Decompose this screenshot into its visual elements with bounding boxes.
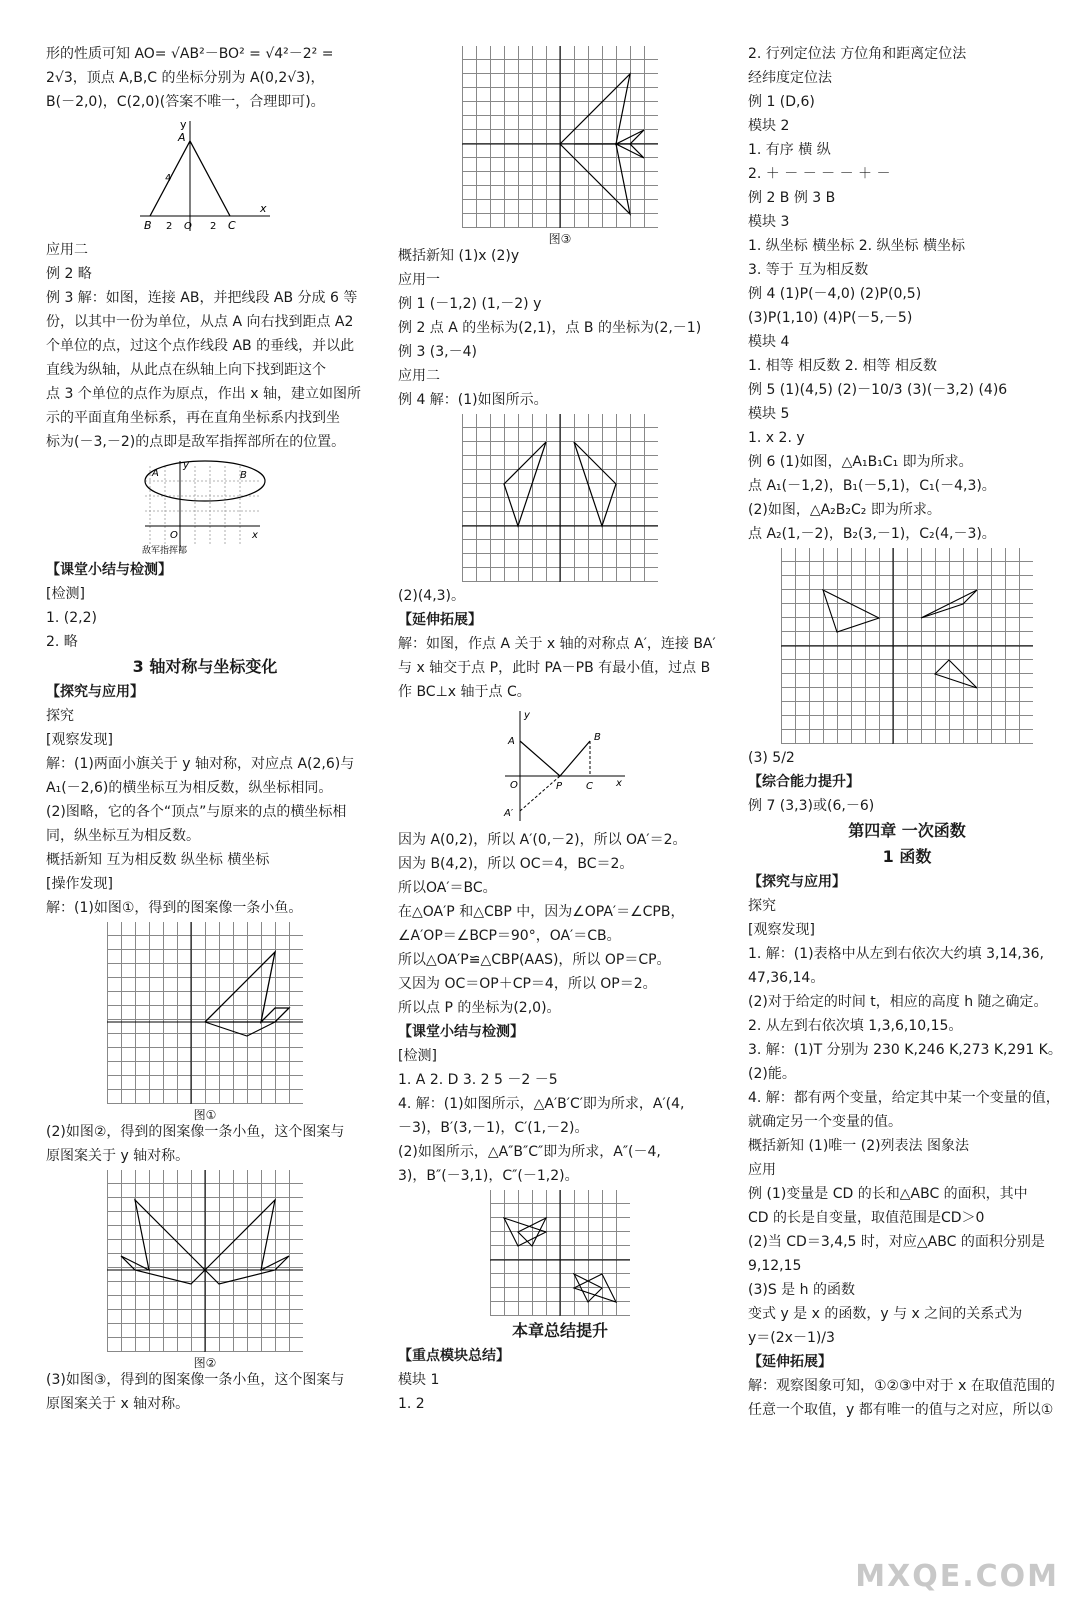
- map-figure: [140, 456, 270, 556]
- origin-label: O: [510, 780, 518, 791]
- text-line: (3)S 是 h 的函数: [748, 1282, 855, 1298]
- text-line: 形的性质可知 AO= √AB²－BO² = √4²－2² =: [46, 46, 334, 62]
- text-line: 作 BC⊥x 轴于点 C。: [398, 684, 531, 700]
- text-line: A₁(－2,6)的横坐标互为相反数，纵坐标相同。: [46, 780, 333, 796]
- section-title: 本章总结提升: [511, 1321, 608, 1340]
- text-line: 点 A₂(1,－2)，B₂(3,－1)，C₂(4,－3)。: [748, 526, 996, 542]
- text-line: 例 5 (1)(4,5) (2)－10/3 (3)(－3,2) (4)6: [748, 382, 1008, 398]
- origin-label: O: [184, 221, 192, 232]
- text-line: [检测]: [46, 586, 85, 602]
- text-line: 应用二: [46, 242, 88, 258]
- axis-label: x: [260, 202, 267, 215]
- section-heading: 【探究与应用】: [46, 684, 144, 700]
- text-line: (2)对于给定的时间 t，相应的高度 h 随之确定。: [748, 994, 1048, 1010]
- text-line: 应用二: [398, 368, 440, 384]
- text-line: (2)(4,3)。: [398, 588, 466, 604]
- section-heading: 【综合能力提升】: [748, 774, 860, 790]
- text-line: 示的平面直角坐标系，再在直角坐标系内找到坐: [46, 410, 340, 426]
- point-label: A: [152, 468, 159, 479]
- text-line: (3)P(1,10) (4)P(－5,－5): [748, 310, 913, 326]
- column-right: [748, 44, 1066, 1424]
- column-middle: [398, 44, 722, 1418]
- text-line: (2)能。: [748, 1066, 796, 1082]
- text-line: 所以点 P 的坐标为(2,0)。: [398, 1000, 561, 1016]
- text-line: 1. 2: [398, 1396, 425, 1412]
- section-heading: 【延伸拓展】: [398, 612, 482, 628]
- text-line: 2. 从左到右依次填 1,3,6,10,15。: [748, 1018, 963, 1034]
- text-line: 因为 B(4,2)，所以 OC＝4，BC＝2。: [398, 856, 634, 872]
- watermark: MXQE.COM: [855, 1559, 1059, 1594]
- text-line: 例 2 点 A 的坐标为(2,1)，点 B 的坐标为(2,－1): [398, 320, 702, 336]
- text-line: 就确定另一个变量的值。: [748, 1114, 902, 1130]
- text-line: 例 (1)变量是 CD 的长和△ABC 的面积，其中: [748, 1186, 1028, 1202]
- origin-label: O: [170, 530, 178, 541]
- text-line: 例 7 (3,3)或(6,－6): [748, 798, 875, 814]
- text-line: 2√3，顶点 A,B,C 的坐标分别为 A(0,2√3)，: [46, 70, 325, 86]
- text-line: 4. 解：都有两个变量，给定其中某一个变量的值，: [748, 1090, 1060, 1106]
- text-line: 例 3 (3,－4): [398, 344, 477, 360]
- text-line: [观察发现]: [46, 732, 113, 748]
- text-line: 例 6 (1)如图，△A₁B₁C₁ 即为所求。: [748, 454, 973, 470]
- text-line: 点 A₁(－1,2)，B₁(－5,1)，C₁(－4,3)。: [748, 478, 996, 494]
- text-line: 解：(1)如图①，得到的图案像一条小鱼。: [46, 900, 303, 916]
- text-line: 模块 5: [748, 406, 790, 422]
- point-label: A′: [504, 808, 514, 819]
- axis-label: y: [524, 710, 530, 721]
- text-line: (3) 5/2: [748, 750, 795, 766]
- text-line: 1. (2,2): [46, 610, 97, 626]
- text-line: [检测]: [398, 1048, 437, 1064]
- text-line: 同，纵坐标互为相反数。: [46, 828, 200, 844]
- text-line: (2)当 CD＝3,4,5 时，对应△ABC 的面积分别是: [748, 1234, 1045, 1250]
- text-line: 原图案关于 x 轴对称。: [46, 1396, 190, 1412]
- text-line: 模块 4: [748, 334, 790, 350]
- text-line: 概括新知 (1)x (2)y: [398, 248, 520, 264]
- text-line: CD 的长是自变量，取值范围是CD＞0: [748, 1210, 985, 1226]
- point-label: P: [556, 781, 563, 792]
- text-line: 例 2 略: [46, 266, 92, 282]
- figure-2-grid: [107, 1170, 303, 1352]
- text-line: 例 2 B 例 3 B: [748, 190, 836, 206]
- text-line: 4. 解：(1)如图所示，△A′B′C′即为所求，A′(4,: [398, 1096, 685, 1112]
- text-line: 所以△OA′P≌△CBP(AAS)，所以 OP＝CP。: [398, 952, 671, 968]
- text-line: 又因为 OC＝OP＋CP＝4，所以 OP＝2。: [398, 976, 657, 992]
- figure-3-grid: [462, 46, 658, 228]
- length-label: 2: [210, 221, 217, 232]
- text-line: 2. 行列定位法 方位角和距离定位法: [748, 46, 967, 62]
- text-line: 例 4 (1)P(－4,0) (2)P(0,5): [748, 286, 922, 302]
- text-line: 个单位的点，过这个点作线段 AB 的垂线，并以此: [46, 338, 355, 354]
- text-line: 所以OA′＝BC。: [398, 880, 497, 896]
- text-line: 2. ＋ － － － － ＋ －: [748, 166, 891, 182]
- text-line: 1. 纵坐标 横坐标 2. 纵坐标 横坐标: [748, 238, 965, 254]
- text-line: 3)，B″(－3,1)，C″(－1,2)。: [398, 1168, 579, 1184]
- triangle-figure: [130, 116, 280, 236]
- text-line: y＝(2x－1)/3: [748, 1330, 835, 1346]
- text-line: 应用一: [398, 272, 440, 288]
- section-heading: 【课堂小结与检测】: [46, 562, 172, 578]
- text-line: 任意一个取值，y 都有唯一的值与之对应，所以①: [748, 1402, 1054, 1418]
- text-line: 模块 3: [748, 214, 790, 230]
- point-label: B: [144, 219, 152, 232]
- length-label: 2: [166, 221, 173, 232]
- reflection-figure: [490, 706, 630, 826]
- section-title: 3 轴对称与坐标变化: [132, 657, 278, 676]
- text-line: 直线为纵轴，从此点在纵轴上向下找到距这个: [46, 362, 326, 378]
- text-line: 1. 有序 横 纵: [748, 142, 831, 158]
- text-line: 标为(－3,－2)的点即是敌军指挥部所在的位置。: [46, 434, 346, 450]
- length-label: 4: [165, 173, 172, 184]
- text-line: 概括新知 (1)唯一 (2)列表法 图象法: [748, 1138, 970, 1154]
- text-line: 1. x 2. y: [748, 430, 805, 446]
- section-heading: 【探究与应用】: [748, 874, 846, 890]
- axis-label: x: [252, 530, 258, 541]
- text-line: 例 1 (D,6): [748, 94, 815, 110]
- text-line: 1. A 2. D 3. 2 5 －2 －5: [398, 1072, 558, 1088]
- text-line: 1. 解：(1)表格中从左到右依次大约填 3,14,36,: [748, 946, 1044, 962]
- text-line: 应用: [748, 1162, 776, 1178]
- text-line: (2)如图所示，△A″B″C″即为所求，A″(－4,: [398, 1144, 661, 1160]
- text-line: B(－2,0)，C(2,0)(答案不唯一，合理即可)。: [46, 94, 325, 110]
- point-label: B: [594, 732, 601, 743]
- text-line: 解：(1)两面小旗关于 y 轴对称，对应点 A(2,6)与: [46, 756, 355, 772]
- text-line: 探究: [748, 898, 776, 914]
- text-line: ∠A′OP＝∠BCP＝90°，OA′＝CB。: [398, 928, 621, 944]
- text-line: [操作发现]: [46, 876, 113, 892]
- text-line: 探究: [46, 708, 74, 724]
- text-line: 因为 A(0,2)，所以 A′(0,－2)，所以 OA′＝2。: [398, 832, 687, 848]
- text-line: 2. 略: [46, 634, 78, 650]
- figure-caption: 敌军指挥部: [142, 546, 188, 556]
- text-line: 模块 2: [748, 118, 790, 134]
- text-line: (3)如图③，得到的图案像一条小鱼，这个图案与: [46, 1372, 345, 1388]
- axis-label: y: [180, 118, 187, 131]
- point-label: B: [240, 470, 247, 481]
- text-line: 解：如图，作点 A 关于 x 轴的对称点 A′，连接 BA′: [398, 636, 716, 652]
- figure-1-grid: [107, 922, 303, 1104]
- section-title: 1 函数: [882, 847, 932, 866]
- text-line: 例 3 解：如图，连接 AB，并把线段 AB 分成 6 等: [46, 290, 358, 306]
- text-line: 概括新知 互为相反数 纵坐标 横坐标: [46, 852, 270, 868]
- text-line: 47,36,14。: [748, 970, 825, 986]
- figure-caption: 图③: [548, 232, 572, 246]
- text-line: 例 1 (－1,2) (1,－2) y: [398, 296, 542, 312]
- text-line: 3. 等于 互为相反数: [748, 262, 869, 278]
- text-line: (2)如图，△A₂B₂C₂ 即为所求。: [748, 502, 941, 518]
- text-line: 模块 1: [398, 1372, 440, 1388]
- text-line: 解：观察图象可知，①②③中对于 x 在取值范围的: [748, 1378, 1055, 1394]
- example-4-grid: [462, 414, 658, 582]
- column-left: [46, 44, 364, 1418]
- text-line: 份，以其中一份为单位，从点 A 向右找到距点 A2: [46, 314, 354, 330]
- text-line: 经纬度定位法: [748, 70, 832, 86]
- text-line: [观察发现]: [748, 922, 815, 938]
- figure-caption: 图②: [193, 1356, 217, 1370]
- text-line: 例 4 解：(1)如图所示。: [398, 392, 548, 408]
- point-label: C: [586, 781, 593, 792]
- text-line: 在△OA′P 和△CBP 中，因为∠OPA′＝∠CPB，: [398, 904, 685, 920]
- text-line: －3)，B′(3,－1)，C′(1,－2)。: [398, 1120, 589, 1136]
- text-line: 9,12,15: [748, 1258, 802, 1274]
- figure-caption: 图①: [193, 1108, 217, 1122]
- text-line: 点 3 个单位的点作为原点，作出 x 轴，建立如图所: [46, 386, 361, 402]
- text-line: (2)图略，它的各个“顶点”与原来的点的横坐标相: [46, 804, 347, 820]
- point-label: C: [228, 219, 236, 232]
- section-heading: 【课堂小结与检测】: [398, 1024, 524, 1040]
- chapter-title: 第四章 一次函数: [848, 821, 966, 840]
- axis-label: x: [616, 778, 622, 789]
- check-4-grid: [490, 1190, 630, 1316]
- axis-label: y: [183, 460, 189, 471]
- text-line: 1. 相等 相反数 2. 相等 相反数: [748, 358, 937, 374]
- text-line: 3. 解：(1)T 分别为 230 K,246 K,273 K,291 K。: [748, 1042, 1062, 1058]
- text-line: 变式 y 是 x 的函数，y 与 x 之间的关系式为: [748, 1306, 1023, 1322]
- section-heading: 【重点模块总结】: [398, 1348, 510, 1364]
- point-label: A: [508, 736, 515, 747]
- section-heading: 【延伸拓展】: [748, 1354, 832, 1370]
- text-line: 原图案关于 y 轴对称。: [46, 1148, 190, 1164]
- example-6-grid: [781, 548, 1033, 744]
- point-label: A: [178, 131, 186, 144]
- text-line: (2)如图②，得到的图案像一条小鱼，这个图案与: [46, 1124, 345, 1140]
- text-line: 与 x 轴交于点 P，此时 PA－PB 有最小值，过点 B: [398, 660, 711, 676]
